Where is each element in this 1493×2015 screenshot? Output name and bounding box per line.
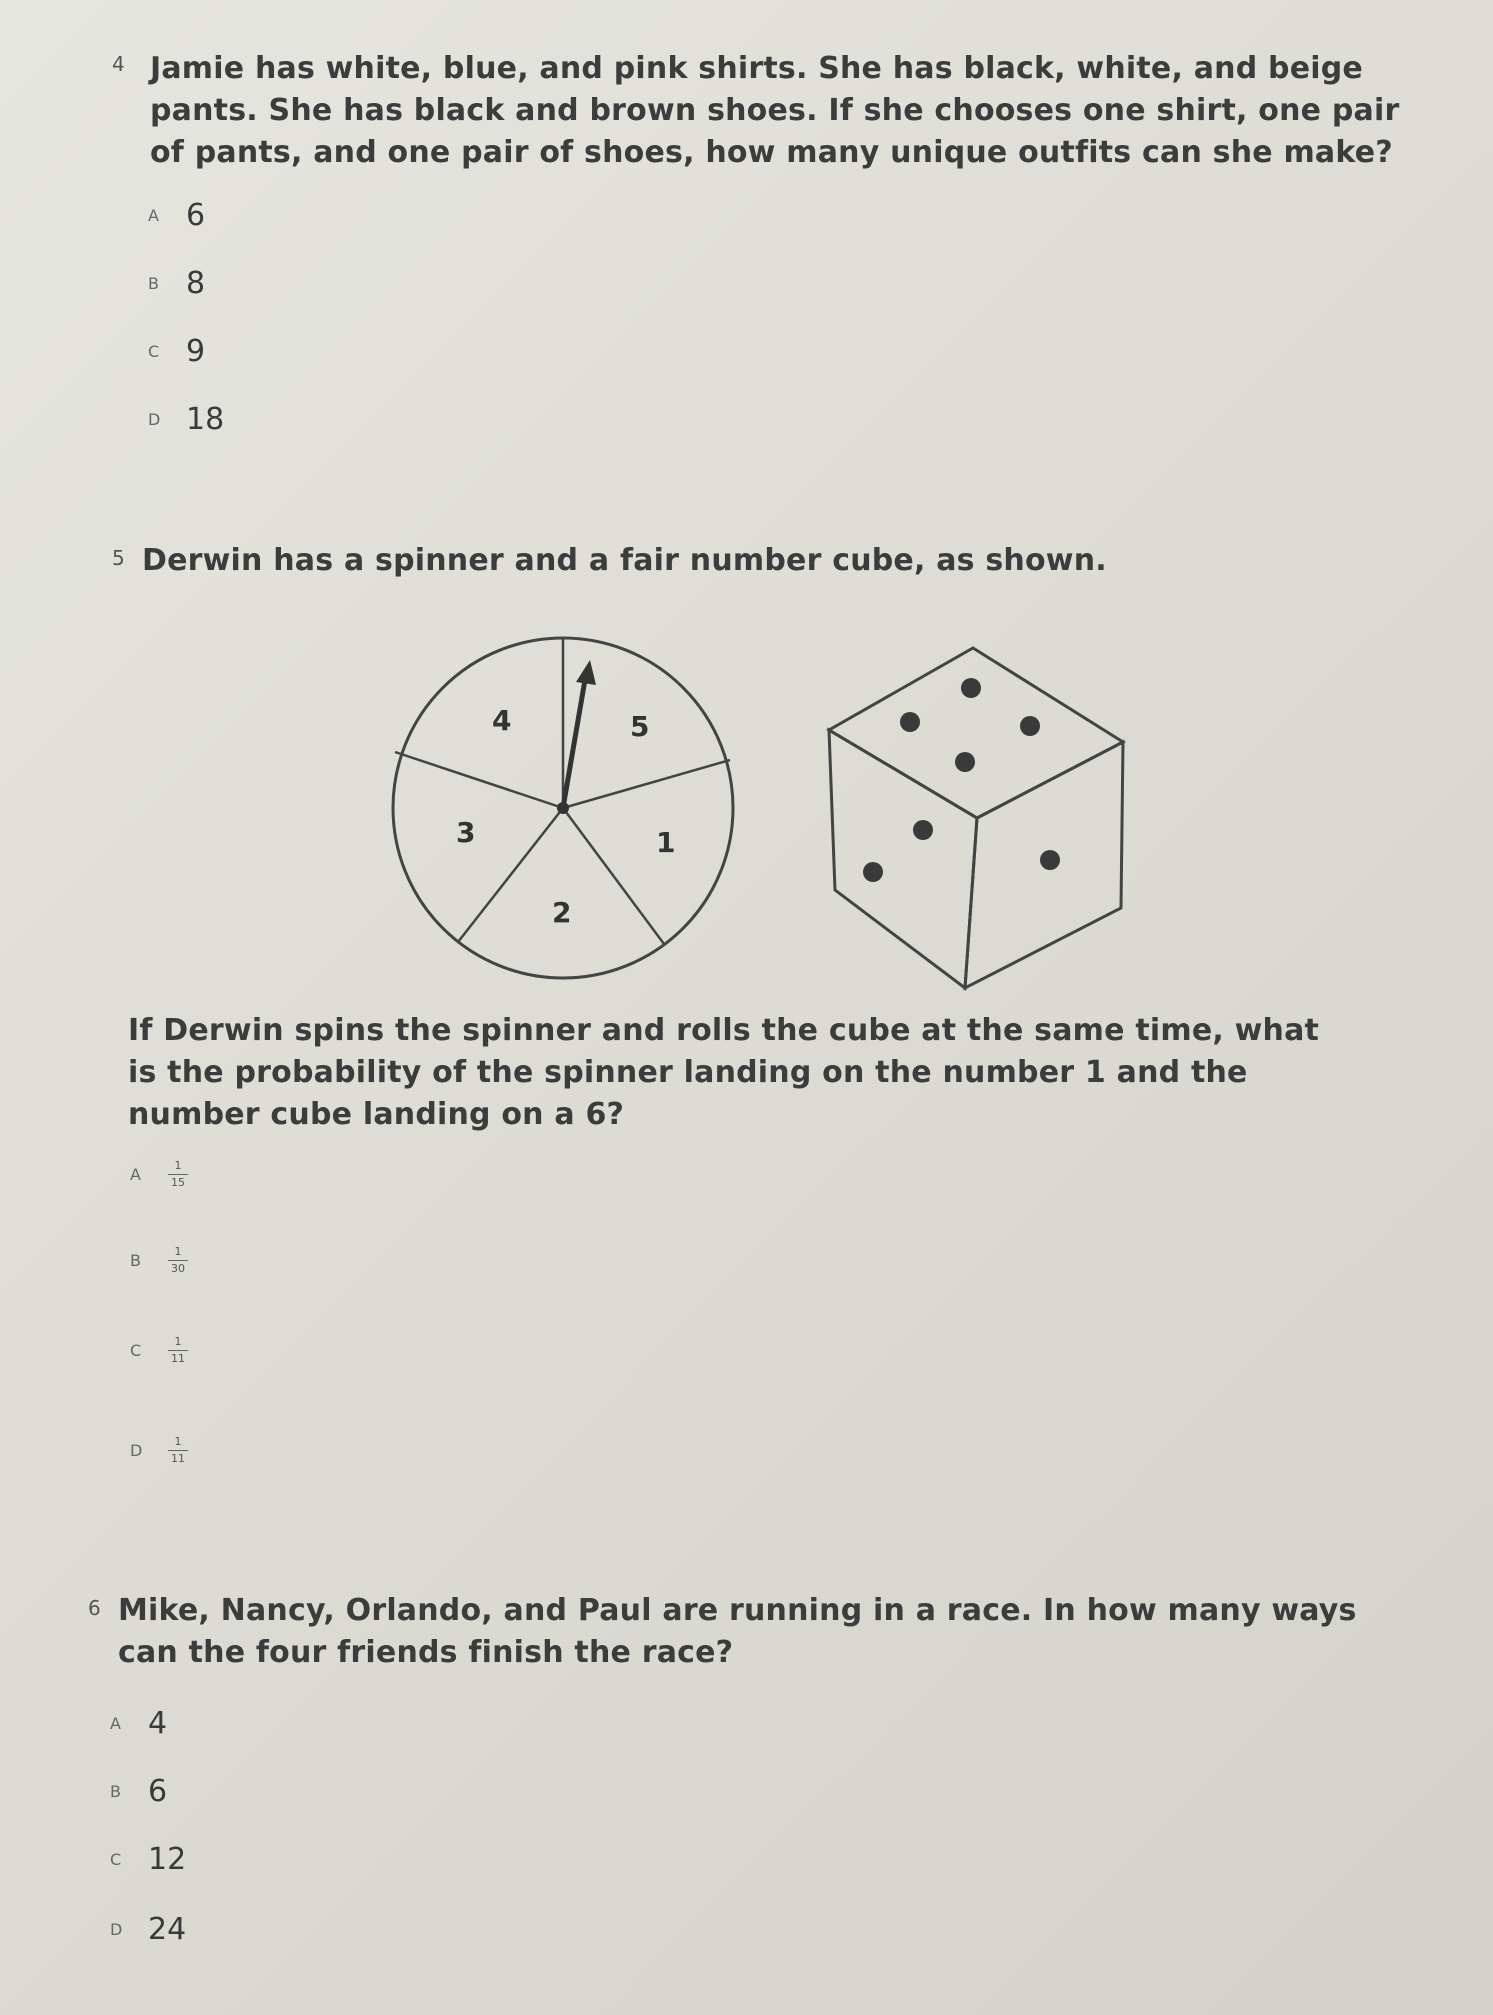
- choice-letter: C: [148, 342, 160, 361]
- choice-value: 9: [186, 334, 206, 369]
- fraction-numerator: 1: [174, 1335, 182, 1348]
- fraction-numerator: 1: [174, 1435, 182, 1448]
- choice-letter: B: [130, 1251, 141, 1270]
- choice-value: 6: [186, 198, 206, 233]
- choice-fraction: [168, 1246, 188, 1275]
- choice-letter: A: [130, 1165, 141, 1184]
- fraction-bar: [168, 1174, 188, 1175]
- fraction-bar: [168, 1450, 188, 1451]
- cube-pip: [1040, 850, 1060, 870]
- spinner-arrow: [563, 674, 586, 808]
- q5-choice-c[interactable]: [130, 1336, 188, 1365]
- question-6-text: Mike, Nancy, Orlando, and Paul are running in a race. In how many ways can the four friends finish the race?: [118, 1593, 1357, 1670]
- question-5-text: If Derwin spins the spinner and rolls the cube at the same time, what is the probability of the spinner landing on the number 1 and the number cube landing on a 6?: [128, 1013, 1320, 1132]
- choice-value: 12: [148, 1842, 187, 1877]
- cube-top-face: [829, 648, 1123, 818]
- choice-fraction: [168, 1336, 188, 1365]
- cube-pip: [900, 712, 920, 732]
- question-5-number: 5: [112, 546, 125, 570]
- spinner-arrow-head: [576, 660, 596, 685]
- q6-choice-d[interactable]: [110, 1912, 186, 1947]
- question-5-intro: Derwin has a spinner and a fair number cube, as shown.: [142, 543, 1107, 578]
- q4-choice-b[interactable]: [148, 266, 205, 301]
- number-cube-figure: [825, 640, 1135, 1000]
- choice-value: 4: [148, 1706, 168, 1741]
- fraction-denominator: 15: [171, 1176, 185, 1189]
- choice-letter: D: [130, 1441, 143, 1460]
- choice-letter: B: [110, 1782, 121, 1801]
- q4-choice-d[interactable]: [148, 402, 224, 437]
- choice-value: 18: [186, 402, 225, 437]
- choice-letter: C: [130, 1341, 142, 1360]
- choice-fraction: [168, 1160, 188, 1189]
- cube-pip: [913, 820, 933, 840]
- cube-pip: [863, 862, 883, 882]
- fraction-numerator: 1: [174, 1245, 182, 1258]
- fraction-numerator: 1: [174, 1159, 182, 1172]
- q6-choice-c[interactable]: [110, 1842, 186, 1877]
- spinner-figure: [380, 630, 750, 990]
- choice-letter: C: [110, 1850, 122, 1869]
- choice-value: 24: [148, 1912, 187, 1947]
- choice-letter: D: [110, 1920, 123, 1939]
- q6-choice-b[interactable]: [110, 1774, 167, 1809]
- choice-value: 8: [186, 266, 206, 301]
- choice-fraction: [168, 1436, 188, 1465]
- choice-letter: A: [148, 206, 159, 225]
- q6-choice-a[interactable]: [110, 1706, 167, 1741]
- q5-choice-a[interactable]: [130, 1160, 188, 1189]
- spinner-label-5: 5: [630, 710, 650, 743]
- q4-choice-c[interactable]: [148, 334, 205, 369]
- spinner-divider: [563, 808, 664, 944]
- q4-choice-a[interactable]: [148, 198, 205, 233]
- question-6-number: 6: [88, 1596, 101, 1620]
- question-4-number: 4: [112, 52, 125, 76]
- choice-letter: D: [148, 410, 161, 429]
- spinner-label-3: 3: [456, 816, 476, 849]
- cube-pip: [955, 752, 975, 772]
- q5-choice-d[interactable]: [130, 1436, 188, 1465]
- cube-left-face: [829, 730, 977, 988]
- spinner-label-1: 1: [656, 826, 676, 859]
- spinner-label-2: 2: [552, 896, 572, 929]
- cube-pip: [1020, 716, 1040, 736]
- spinner-label-4: 4: [492, 704, 512, 737]
- spinner-divider: [395, 752, 563, 808]
- fraction-denominator: 30: [171, 1262, 185, 1275]
- fraction-bar: [168, 1350, 188, 1351]
- spinner-hub: [557, 802, 569, 814]
- fraction-denominator: 11: [171, 1352, 185, 1365]
- choice-value: 6: [148, 1774, 168, 1809]
- cube-pip: [961, 678, 981, 698]
- q5-choice-b[interactable]: [130, 1246, 188, 1275]
- choice-letter: A: [110, 1714, 121, 1733]
- fraction-denominator: 11: [171, 1452, 185, 1465]
- spinner-divider: [563, 760, 730, 808]
- choice-letter: B: [148, 274, 159, 293]
- question-4-text: Jamie has white, blue, and pink shirts. She has black, white, and beige pants. She has black and brown shoes. If she chooses one shirt, one pair of pants, and one pair of shoes, how many unique outfits can she make?: [150, 51, 1400, 170]
- fraction-bar: [168, 1260, 188, 1261]
